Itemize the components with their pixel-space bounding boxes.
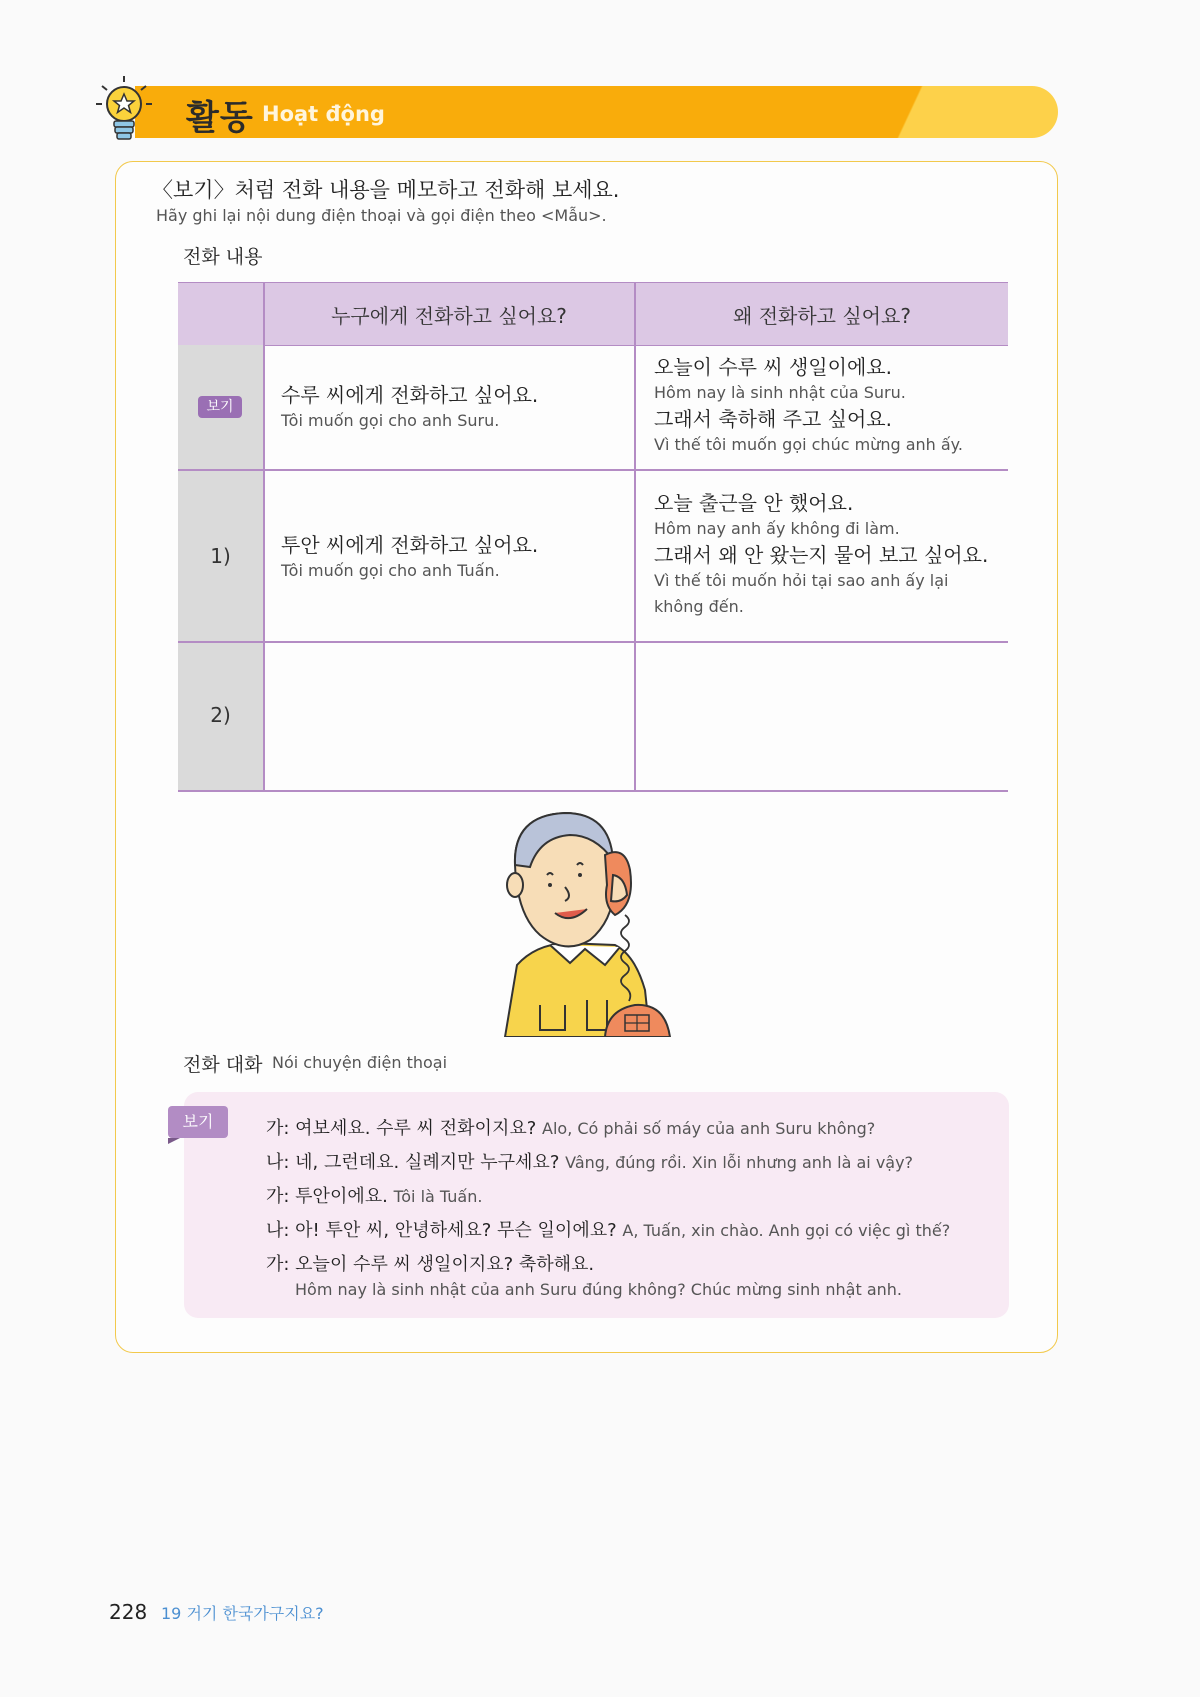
why-vietnamese: không đến. <box>654 597 744 616</box>
dialogue-line <box>266 1250 594 1276</box>
page-number: 228 <box>109 1600 148 1624</box>
activity-title: 활동 <box>186 98 254 138</box>
row-number: 2) <box>210 703 231 727</box>
column-divider <box>634 282 636 792</box>
dialogue-vietnamese: Vâng, đúng rồi. Xin lỗi nhưng anh là ai vậy? <box>565 1153 914 1172</box>
dialogue-example-tag: 보기 <box>168 1106 228 1138</box>
instruction-vietnamese: Hãy ghi lại nội dung điện thoại và gọi điện theo <Mẫu>. <box>156 206 607 225</box>
table-cell-who <box>281 532 538 584</box>
column-header-why: 왜 전화하고 싶어요? <box>733 304 911 328</box>
table-cell-why <box>654 490 988 620</box>
tag-ribbon-tail <box>168 1138 180 1144</box>
column-divider <box>263 282 265 792</box>
dialogue-line <box>266 1182 482 1208</box>
why-korean: 그래서 왜 안 왔는지 물어 보고 싶어요. <box>654 543 989 567</box>
dialogue-vietnamese: Alo, Có phải số máy của anh Suru không? <box>542 1119 876 1138</box>
row-number: 1) <box>210 544 231 568</box>
dialogue-line <box>266 1114 875 1140</box>
dialogue-korean: 나: 네, 그런데요. 실례지만 누구세요? <box>266 1152 560 1173</box>
column-header-who: 누구에게 전화하고 싶어요? <box>331 304 567 328</box>
dialogue-section-label-vi: Nói chuyện điện thoại <box>272 1053 448 1072</box>
dialogue-korean: 가: 오늘이 수루 씨 생일이지요? 축하해요. <box>266 1254 595 1275</box>
why-vietnamese: Hôm nay anh ấy không đi làm. <box>654 519 900 538</box>
row-divider <box>178 641 1008 643</box>
who-korean: 수루 씨에게 전화하고 싶어요. <box>281 383 539 407</box>
example-tag: 보기 <box>198 396 242 418</box>
phone-memo-table <box>178 282 1008 792</box>
instruction-korean: 〈보기〉처럼 전화 내용을 메모하고 전화해 보세요. <box>152 178 620 202</box>
dialogue-line <box>266 1148 913 1174</box>
who-vietnamese: Tôi muốn gọi cho anh Suru. <box>281 411 500 430</box>
who-korean: 투안 씨에게 전화하고 싶어요. <box>281 533 539 557</box>
why-korean: 오늘이 수루 씨 생일이에요. <box>654 355 892 379</box>
why-korean: 오늘 출근을 안 했어요. <box>654 491 854 515</box>
row-divider <box>178 469 1008 471</box>
dialogue-vietnamese: A, Tuấn, xin chào. Anh gọi có việc gì thế? <box>622 1221 951 1240</box>
why-korean: 그래서 축하해 주고 싶어요. <box>654 407 892 431</box>
dialogue-line <box>266 1216 950 1242</box>
chapter-title: 19 거기 한국가구지요? <box>161 1604 324 1623</box>
table-cell-why <box>654 354 963 458</box>
dialogue-section-label: 전화 대화 <box>183 1054 263 1076</box>
who-vietnamese: Tôi muốn gọi cho anh Tuấn. <box>281 561 500 580</box>
dialogue-translation: Hôm nay là sinh nhật của anh Suru đúng không? Chúc mừng sinh nhật anh. <box>295 1280 902 1299</box>
table-cell-who <box>281 382 538 434</box>
why-vietnamese: Vì thế tôi muốn hỏi tại sao anh ấy lại <box>654 571 949 590</box>
dialogue-korean: 가: 투안이에요. <box>266 1186 388 1207</box>
man-on-phone-illustration <box>495 805 725 1037</box>
dialogue-korean: 가: 여보세요. 수루 씨 전화이지요? <box>266 1118 537 1139</box>
lightbulb-star-icon <box>94 74 154 144</box>
why-vietnamese: Vì thế tôi muốn gọi chúc mừng anh ấy. <box>654 435 963 454</box>
row-divider <box>178 790 1008 792</box>
dialogue-vietnamese: Tôi là Tuấn. <box>393 1187 483 1206</box>
table-section-label: 전화 내용 <box>183 246 263 268</box>
dialogue-korean: 나: 아! 투안 씨, 안녕하세요? 무슨 일이에요? <box>266 1220 617 1241</box>
activity-subtitle: Hoạt động <box>262 102 385 126</box>
why-vietnamese: Hôm nay là sinh nhật của Suru. <box>654 383 906 402</box>
